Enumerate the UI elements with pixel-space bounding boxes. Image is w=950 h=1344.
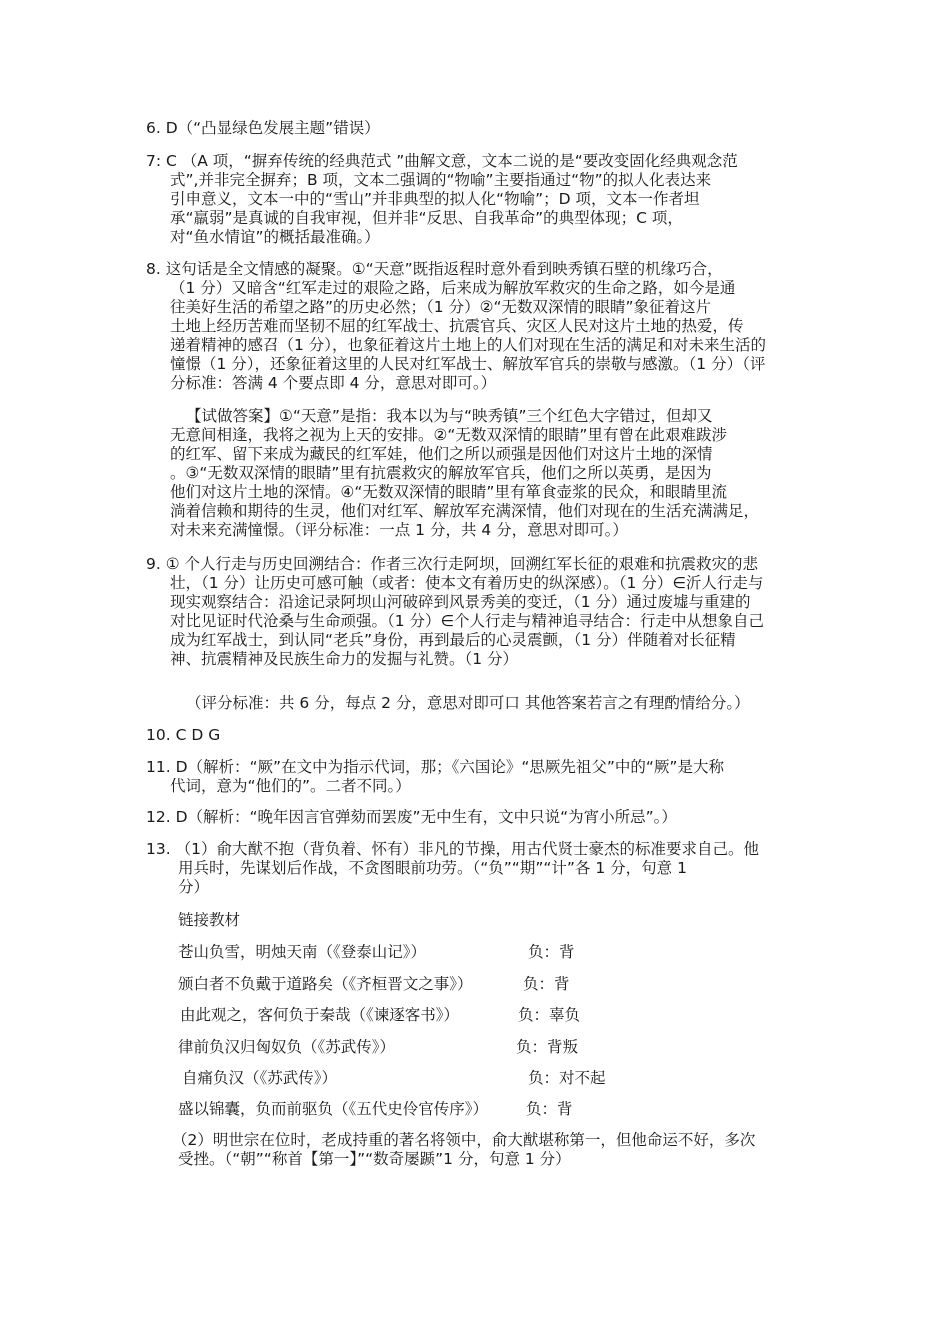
answer-12: 12. D（解析：“晚年因言官弹劾而罢废”无中生有，文中只说“为宵小所忌”。） <box>146 808 677 826</box>
answer-9-scoring: （评分标准：共 6 分，每点 2 分，意思对即可口 其他答案若言之有理酌情给分。） <box>186 694 750 712</box>
link-item-text: 律前负汉归匈奴负（《苏武传》） <box>178 1038 396 1056</box>
answer-13-line: 用兵时，先谋划后作战，不贪图眼前功劳。（“负”“期”“计”各 1 分，句意 1 <box>178 859 687 877</box>
link-item-meaning: 负：辜负 <box>518 1006 581 1024</box>
answer-13-line: 13. （1）俞大猷不抱（背负着、怀有）非凡的节操，用古代贤士豪杰的标准要求自己。他 <box>146 840 759 858</box>
answer-8-sample <box>170 407 759 540</box>
answer-8-sample-line: 对未来充满憧憬。（评分标准：一点 1 分，共 4 分，意思对即可。） <box>170 521 628 539</box>
answer-8-line: 往美好生活的希望之路”的历史必然；（1 分）②“无数双深情的眼睛”象征着这片 <box>170 298 712 316</box>
answer-8-sample-line: 的红军、留下来成为藏民的红军娃，他们之所以顽强是因他们对这片土地的深情 <box>170 445 713 463</box>
link-item <box>182 1069 782 1088</box>
link-item <box>178 1038 778 1057</box>
link-item-meaning: 负：对不起 <box>528 1069 606 1087</box>
link-item-text: 由此观之，客何负于秦哉（《谏逐客书》） <box>180 1006 460 1024</box>
answer-7 <box>146 152 738 247</box>
answer-7-line: 7: C （A 项，“摒弃传统的经典范式 ”曲解文意，文本二说的是“要改变固化经典观念范 <box>146 152 738 170</box>
answer-8-line: （1 分）又暗含“红军走过的艰险之路，后来成为解放军救灾的生命之路，如今是通 <box>170 279 736 297</box>
answer-11-line: 代词，意为“他们的”。二者不同。） <box>170 777 411 795</box>
answer-9-line: 成为红军战士，到认同“老兵”身份，再到最后的心灵震颤，（1 分）伴随着对长征精 <box>170 631 736 649</box>
answer-9-line: 现实观察结合：沿途记录阿坝山河破碎到风景秀美的变迁，（1 分）通过废墟与重建的 <box>170 593 751 611</box>
link-item-text: 自痛负汉（《苏武传》） <box>182 1069 338 1087</box>
answer-9 <box>146 555 764 669</box>
answer-13-part2 <box>172 1131 755 1169</box>
answer-8-line: 憧憬（1 分），还象征着这里的人民对红军战士、解放军官兵的崇敬与感激。（1 分）（评 <box>170 355 766 373</box>
answer-9-line: 9. ① 个人行走与历史回溯结合：作者三次行走阿坝，回溯红军长征的艰难和抗震救灾的悲 <box>146 555 759 573</box>
answer-13-part1 <box>146 840 759 897</box>
answer-6-line: 6. D（“凸显绿色发展主题”错误） <box>146 119 380 137</box>
answer-8-sample-line: 淌着信赖和期待的生灵，他们对红军、解放军充满深情，他们对现在的生活充满满足， <box>170 502 760 520</box>
link-item-meaning: 负：背 <box>523 975 570 993</box>
link-item-meaning: 负：背 <box>526 1100 573 1118</box>
answer-7-line: 式”,并非完全摒弃；B 项，文本二强调的“物喻”主要指通过“物”的拟人化表达来 <box>170 171 712 189</box>
answer-6 <box>146 119 380 138</box>
answer-8-line: 递着精神的感召（1 分），也象征着这片土地上的人们对现在生活的满足和对未来生活的 <box>170 336 767 354</box>
link-item <box>180 1006 780 1025</box>
answer-7-line: 承“羸弱”是真诚的自我审视，但并非“反思、自我革命”的典型体现；C 项， <box>170 209 683 227</box>
answer-13-part2-line: 受挫。（“朝”“称首【第一】”“数奇屡踬”1 分，句意 1 分） <box>178 1150 571 1168</box>
link-item-text: 苍山负雪，明烛天南（《登泰山记》） <box>178 943 427 961</box>
link-item-meaning: 负：背 <box>528 943 575 961</box>
answer-13-line: 分） <box>178 878 210 896</box>
answer-13-part2-line: （2）明世宗在位时，老成持重的著名将领中，俞大猷堪称第一，但他命运不好，多次 <box>172 1131 756 1149</box>
link-item-meaning: 负：背叛 <box>516 1038 579 1056</box>
answer-8-sample-line: 【试做答案】①“天意”是指：我本以为与“映秀镇”三个红色大字错过，但却又 <box>186 407 713 425</box>
link-item-text: 盛以锦囊，负而前驱负（《五代史伶官传序》） <box>178 1100 489 1118</box>
answer-7-line: 引申意义，文本一中的“雪山”并非典型的拟人化“物喻”；D 项，文本一作者坦 <box>170 190 700 208</box>
answer-8-line: 8. 这句话是全文情感的凝聚。①“天意”既指返程时意外看到映秀镇石壁的机缘巧合， <box>146 260 723 278</box>
answer-8-line: 土地上经历苦难而坚韧不屈的红军战士、抗震官兵、灾区人民对这片土地的热爱，传 <box>170 317 744 335</box>
answer-9-line: 对比见证时代沧桑与生命顽强。（1 分）∈个人行走与精神追寻结合：行走中从想象自己 <box>170 612 765 630</box>
answer-8-sample-line: 无意间相逢，我将之视为上天的安排。②“无数双深情的眼睛”里有曾在此艰难跋涉 <box>170 426 727 444</box>
answer-9-line: 壮，（1 分）让历史可感可触（或者：使本文有着历史的纵深感）。（1 分）∈沂人行走与 <box>170 574 764 592</box>
answer-11-line: 11. D（解析：“厥”在文中为指示代词，那；《六国论》“思厥先祖父”中的“厥”是大称 <box>146 758 724 776</box>
answer-8 <box>146 260 766 393</box>
link-textbook-title: 链接教材 <box>178 911 241 929</box>
answer-11 <box>146 758 724 796</box>
link-item-text: 颁白者不负戴于道路矣（《齐桓晋文之事》） <box>178 975 473 993</box>
link-item <box>178 975 778 994</box>
answer-10: 10. C D G <box>146 726 221 744</box>
answer-9-line: 神、抗震精神及民族生命力的发掘与礼赞。（1 分） <box>170 650 519 668</box>
answer-8-line: 分标准：答满 4 个要点即 4 分，意思对即可。） <box>170 374 497 392</box>
answer-7-line: 对“鱼水情谊”的概括最准确。） <box>170 228 380 246</box>
answer-8-sample-line: 。③“无数双深情的眼睛”里有抗震救灾的解放军官兵，他们之所以英勇，是因为 <box>170 464 712 482</box>
answer-8-sample-line: 他们对这片土地的深情。④“无数双深情的眼睛”里有箪食壶浆的民众，和眼睛里流 <box>170 483 727 501</box>
link-item <box>178 1100 778 1119</box>
link-item <box>178 943 778 962</box>
